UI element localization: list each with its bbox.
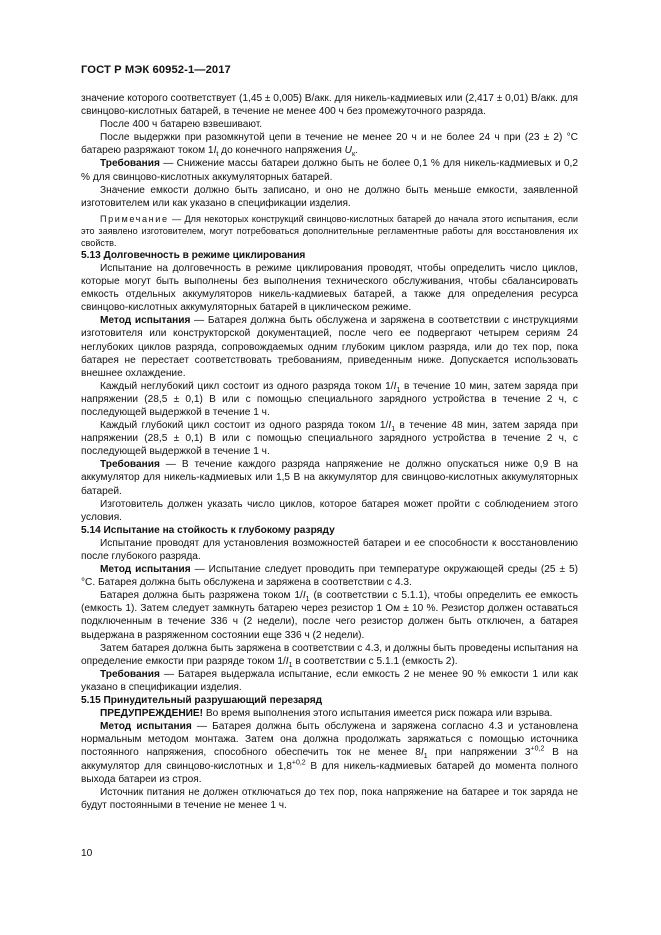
paragraph: Метод испытания — Испытание следует проводить при температуре окружающей среды (25 ± 5) °С. Батарея должна быть обслужена и заряжена в соответствии с 4.3. bbox=[81, 564, 578, 589]
paragraph: Требования — Батарея выдержала испытание, если емкость 2 не менее 90 % емкости 1 или как указано в спецификации изделия. bbox=[81, 668, 578, 693]
paragraph: Каждый глубокий цикл состоит из одного разряда током $1/I_1$ в течение 48 мин, затем заряда при напряжении (28,5 ± 0,1) В или с помощью специального зарядного устройства в течение 2 ч, с последующей выдержкой в течение 1 ч. bbox=[81, 420, 578, 458]
paragraph: значение которого соответствует (1,45 ± 0,005) В/акк. для никель-кадмиевых или (2,417 ± 0,01) В/акк. для свинцово-кислотных батарей, в течение не менее 400 ч без промежуточного разряда. bbox=[81, 93, 578, 118]
paragraph: Метод испытания — Батарея должна быть обслужена и заряжена в соответствии с инструкциями изготовителя или конструкторской документацией, после чего ее подвергают четырем сериям 24 неглубоких циклов разряда, сопровождаемых одним глубоким циклом разряда, или до тех пор, пока батарея не перестает соответствовать требованиям, приведенным ниже. Допускается использовать внешнее охлаждение. bbox=[81, 315, 578, 379]
paragraph: Испытание на долговечность в режиме циклирования проводят, чтобы определить число циклов, которые могут быть выполнены без выполнения технического обслуживания, чтобы сбалансировать емкость отдельных аккумуляторов никель-кадмиевых батарей, а также для определения ресурса свинцово-кислотных аккумуляторных батарей в циклическом режиме. bbox=[81, 262, 578, 314]
paragraph: Батарея должна быть разряжена током $1/I_1$ (в соответствии с 5.1.1), чтобы определить ее емкость (емкость 1). Затем следует замкнуть батарею через резистор 1 Ом ± 10 %. Резистор должен оставаться подключенным в течение 336 ч (2 недели), после чего резистор должен быть отключен, а батарея выдержана в разряженном состоянии еще 336 ч (2 недели). bbox=[81, 590, 578, 641]
paragraph: Источник питания не должен отключаться до тех пор, пока напряжение на батарее и ток заряда не будут постоянными в течение не менее 1 ч. bbox=[81, 786, 578, 811]
document-body bbox=[81, 92, 578, 812]
paragraph: После выдержки при разомкнутой цепи в течение не менее 20 ч и не более 24 ч при (23 ± 2) °С батарею разряжают током $1I_t$ до конечного напряжения $U_к$. bbox=[81, 132, 578, 159]
paragraph: Значение емкости должно быть записано, и оно не должно быть меньше емкости, заявленной изготовителем или как указано в спецификации изделия. bbox=[81, 184, 578, 209]
paragraph: Затем батарея должна быть заряжена в соответствии с 4.3, и должны быть проведены испытания на определение емкости при разряде током $1/I_1$ в соответствии с 5.1.1 (емкость 2). bbox=[81, 642, 578, 669]
paragraph: Изготовитель должен указать число циклов, которое батарея может пройти с соблюдением этого условия. bbox=[81, 498, 578, 523]
document-header: ГОСТ Р МЭК 60952-1—2017 bbox=[81, 64, 231, 76]
paragraph: После 400 ч батарею взвешивают. bbox=[100, 119, 263, 131]
paragraph: ПРЕДУПРЕЖДЕНИЕ! Во время выполнения этого испытания имеется риск пожара или взрыва. bbox=[100, 708, 553, 720]
paragraph: Испытание проводят для установления возможностей батареи и ее способности к восстановлению после глубокого разряда. bbox=[81, 537, 578, 562]
paragraph: Требования — В течение каждого разряда напряжение не должно опускаться ниже 0,9 В на аккумулятор для никель-кадмиевых или 1,5 В на аккумулятор для свинцово-кислотных аккумуляторных батарей. bbox=[81, 459, 578, 497]
paragraph: Требования — Снижение массы батареи должно быть не более 0,1 % для никель-кадмиевых и 0,2 % для свинцово-кислотных аккумуляторных батарей. bbox=[81, 158, 578, 183]
note: Примечание — Для некоторых конструкций свинцово-кислотных батарей до начала этого испытания, если это заявлено изготовителем, могут потребоваться дополнительные регламентные работы для восстановления их свойств. bbox=[81, 213, 578, 248]
section-heading: 5.14 Испытание на стойкость к глубокому разряду bbox=[81, 524, 335, 536]
section-heading: 5.15 Принудительный разрушающий перезаряд bbox=[81, 695, 323, 707]
paragraph: Метод испытания — Батарея должна быть обслужена и заряжена согласно 4.3 и установлена нормальным методом монтажа. Затем она должна продолжать заряжаться с помощью источника постоянного напряжения, способного обеспечить ток не менее $8I_1$ при напряжении $3^{+0,2}$ В на аккумулятор для свинцово-кислотных и $1,8^{+0,2}$ В для никель-кадмиевых батарей до момента полного выхода батареи из строя. bbox=[81, 721, 578, 785]
section-heading: 5.13 Долговечность в режиме циклирования bbox=[81, 249, 306, 261]
page-number: 10 bbox=[81, 848, 93, 859]
paragraph: Каждый неглубокий цикл состоит из одного разряда током $1/I_1$ в течение 10 мин, затем заряда при напряжении (28,5 ± 0,1) В или с помощью специального зарядного устройства в течение 2 ч, с последующей выдержкой в течение 1 ч. bbox=[81, 380, 578, 418]
